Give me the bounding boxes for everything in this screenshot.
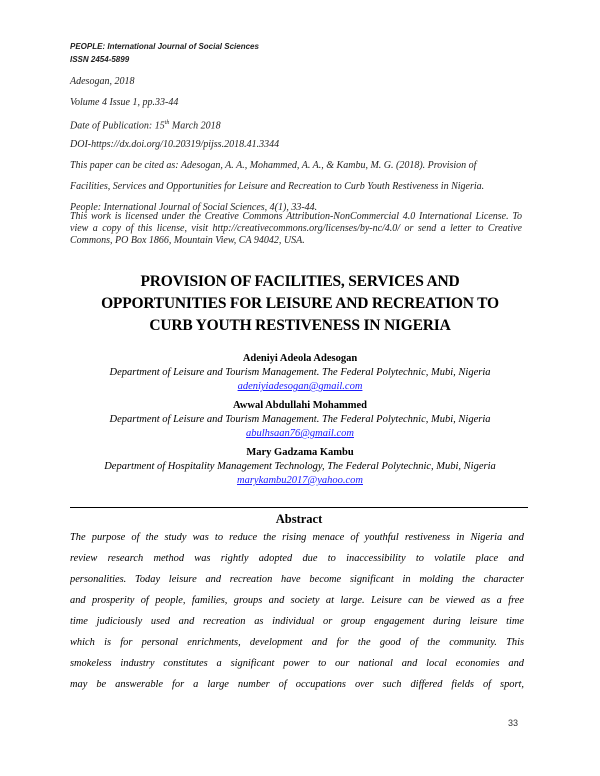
author-block xyxy=(60,399,540,441)
publication-date xyxy=(70,113,532,134)
section-divider xyxy=(70,507,528,508)
author-block xyxy=(60,446,540,488)
author-affiliation: Department of Hospitality Management Technology, The Federal Polytechnic, Mubi, Nigeria xyxy=(104,461,496,472)
pub-date-prefix: Date of Publication: 15 xyxy=(70,120,165,132)
abstract-body xyxy=(70,527,524,695)
abstract-heading: Abstract xyxy=(275,512,323,526)
author-email-link[interactable]: abulhsaan76@gmail.com xyxy=(246,428,354,439)
abstract-line: The purpose of the study was to reduce the rising menace of youthful restiveness in Nigeria and xyxy=(70,532,524,543)
abstract-line: may be answerable for a large number of occupations over such differed fields of sport, xyxy=(70,679,524,690)
license-notice: This work is licensed under the Creative Commons Attribution-NonCommercial 4.0 International License. To view a copy of this license, visit http://creativecommons.org/licenses/by-nc/4.0/ or send a letter to Creative Commons, PO Box 1866, Mountain View, CA 94042, USA. xyxy=(70,211,522,246)
abstract-line: review research method was rightly adopted due to inaccessibility to volatile place and xyxy=(70,553,524,564)
abstract-line: smokeless industry constitutes a significant power to our national and local economies and xyxy=(70,658,524,669)
author-block xyxy=(60,352,540,394)
author-affiliation: Department of Leisure and Tourism Management. The Federal Polytechnic, Mubi, Nigeria xyxy=(109,414,491,425)
abstract-line: personalities. Today leisure and recreation have become significant in molding the character xyxy=(70,574,524,585)
author-list xyxy=(60,352,540,493)
author-year: Adesogan, 2018 xyxy=(70,76,135,87)
journal-name: PEOPLE: International Journal of Social Sciences xyxy=(70,42,259,51)
journal-header xyxy=(70,40,259,66)
page-number: 33 xyxy=(508,718,519,728)
title-line: OPPORTUNITIES FOR LEISURE AND RECREATION TO xyxy=(101,295,499,312)
doi-link[interactable]: DOI-https://dx.doi.org/10.20319/pijss.2018.41.3344 xyxy=(70,139,280,150)
author-name: Awwal Abdullahi Mohammed xyxy=(233,400,367,411)
citation-line: This paper can be cited as: Adesogan, A. A., Mohammed, A. A., & Kambu, M. G. (2018). Provision of xyxy=(70,160,477,171)
paper-title xyxy=(70,271,530,337)
author-name: Mary Gadzama Kambu xyxy=(246,447,354,458)
author-email-link[interactable]: marykambu2017@yahoo.com xyxy=(236,475,363,486)
abstract-line: and prosperity of people, families, groups and society at large. Leisure can be viewed as a free xyxy=(70,595,524,606)
author-name: Adeniyi Adeola Adesogan xyxy=(242,353,358,364)
author-email-link[interactable]: adeniyiadesogan@gmail.com xyxy=(237,381,363,392)
journal-issn: ISSN 2454-5899 xyxy=(70,55,130,64)
title-line: PROVISION OF FACILITIES, SERVICES AND xyxy=(140,273,460,290)
citation-line: Facilities, Services and Opportunities for Leisure and Recreation to Curb Youth Restiveness in Nigeria. xyxy=(70,181,485,192)
pub-date-sup: th xyxy=(164,120,170,126)
citation-line: People: International Journal of Social Sciences, 4(1), 33-44. xyxy=(70,202,318,213)
abstract-line: time judiciously used and recreation as individual or group engagement during leisure time xyxy=(70,616,524,627)
author-affiliation: Department of Leisure and Tourism Management. The Federal Polytechnic, Mubi, Nigeria xyxy=(109,367,491,378)
abstract-line: which is for personal enrichments, development and for the good of the community. This xyxy=(70,637,524,648)
article-metadata xyxy=(70,71,532,218)
pub-date-suffix: March 2018 xyxy=(169,120,221,132)
volume-issue: Volume 4 Issue 1, pp.33-44 xyxy=(70,97,179,108)
title-line: CURB YOUTH RESTIVENESS IN NIGERIA xyxy=(149,317,451,334)
